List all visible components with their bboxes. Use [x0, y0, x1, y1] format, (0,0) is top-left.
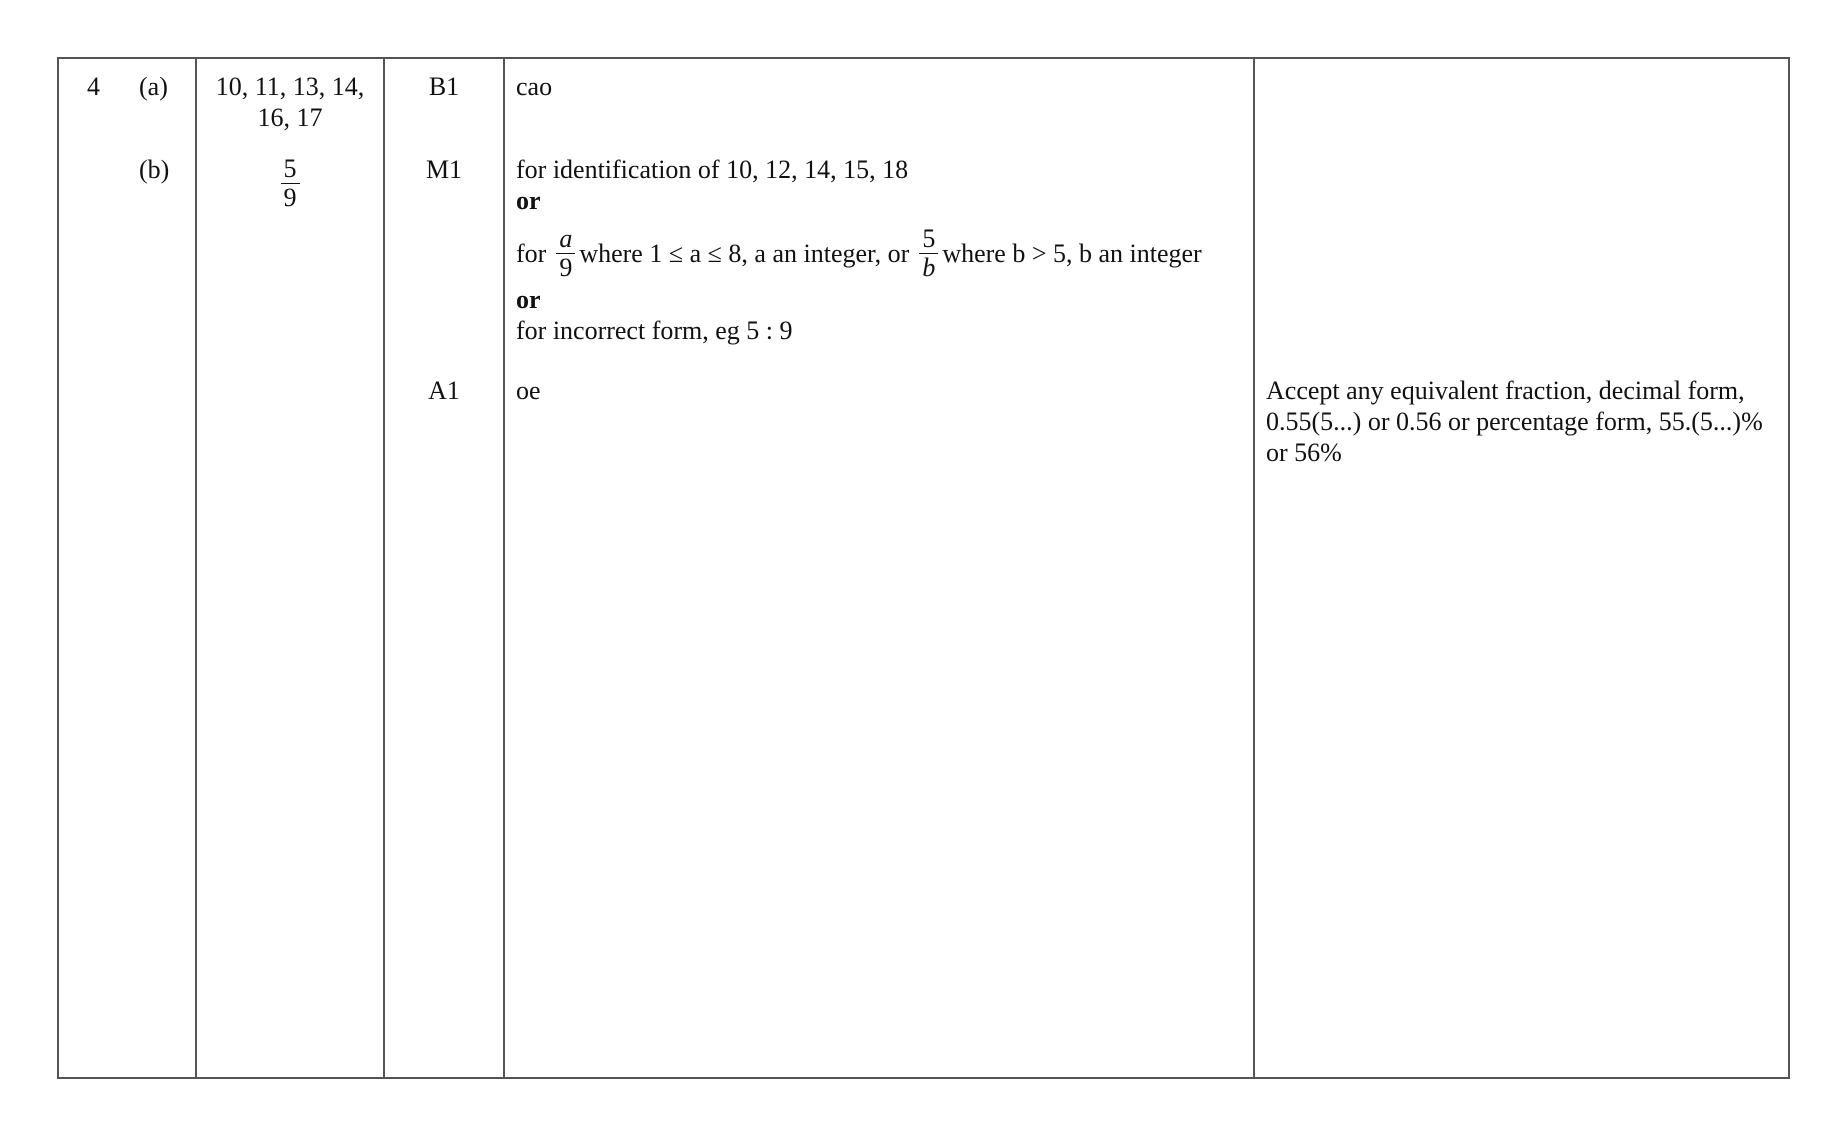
guidance-line2: 0.55(5...) or 0.56 or percentage form, 55.(5...)%: [1266, 407, 1763, 436]
mark-code-a1: A1: [428, 376, 460, 405]
m1-line2-for: for: [516, 238, 547, 268]
fraction-b-numerator: 5: [919, 225, 938, 254]
answer-a-line2: 16, 17: [257, 103, 323, 132]
answer-b-denominator: 9: [283, 183, 297, 212]
column-divider: [383, 59, 385, 1077]
fraction-b-denominator: b: [922, 252, 936, 282]
m1-or-1: or: [516, 186, 541, 215]
m1-line1: for identification of 10, 12, 14, 15, 18: [516, 155, 909, 184]
fraction-5-over-b: [919, 225, 938, 282]
question-number: 4: [87, 72, 100, 101]
answer-a: [197, 71, 383, 133]
guidance-line1: Accept any equivalent fraction, decimal form,: [1266, 376, 1745, 405]
mark-code-m1: M1: [425, 155, 463, 184]
additional-guidance: [1266, 375, 1763, 468]
notes-oe: oe: [516, 376, 541, 405]
answer-a-line1: 10, 11, 13, 14,: [215, 72, 365, 101]
part-label-b: (b): [139, 155, 170, 184]
mark-scheme-table: [57, 57, 1790, 1079]
m1-line2-end: where b > 5, b an integer: [942, 238, 1202, 268]
guidance-line3: or 56%: [1266, 438, 1342, 467]
notes-cao: cao: [516, 72, 553, 101]
m1-line2-mid: where 1 ≤ a ≤ 8, a an integer, or: [579, 238, 910, 268]
column-divider: [503, 59, 505, 1077]
fraction-a-numerator: a: [559, 223, 573, 253]
fraction-a-over-9: [556, 225, 575, 282]
column-divider: [1253, 59, 1255, 1077]
answer-b-fraction: [197, 155, 383, 212]
mark-code-b1: B1: [428, 72, 460, 101]
answer-b-numerator: 5: [281, 155, 300, 184]
m1-line2: [516, 222, 1202, 284]
part-label-a: (a): [139, 72, 168, 101]
m1-or-2: or: [516, 285, 541, 314]
fraction-a-denominator: 9: [559, 252, 573, 282]
m1-notes: [516, 154, 1202, 346]
m1-line3: for incorrect form, eg 5 : 9: [516, 316, 793, 345]
